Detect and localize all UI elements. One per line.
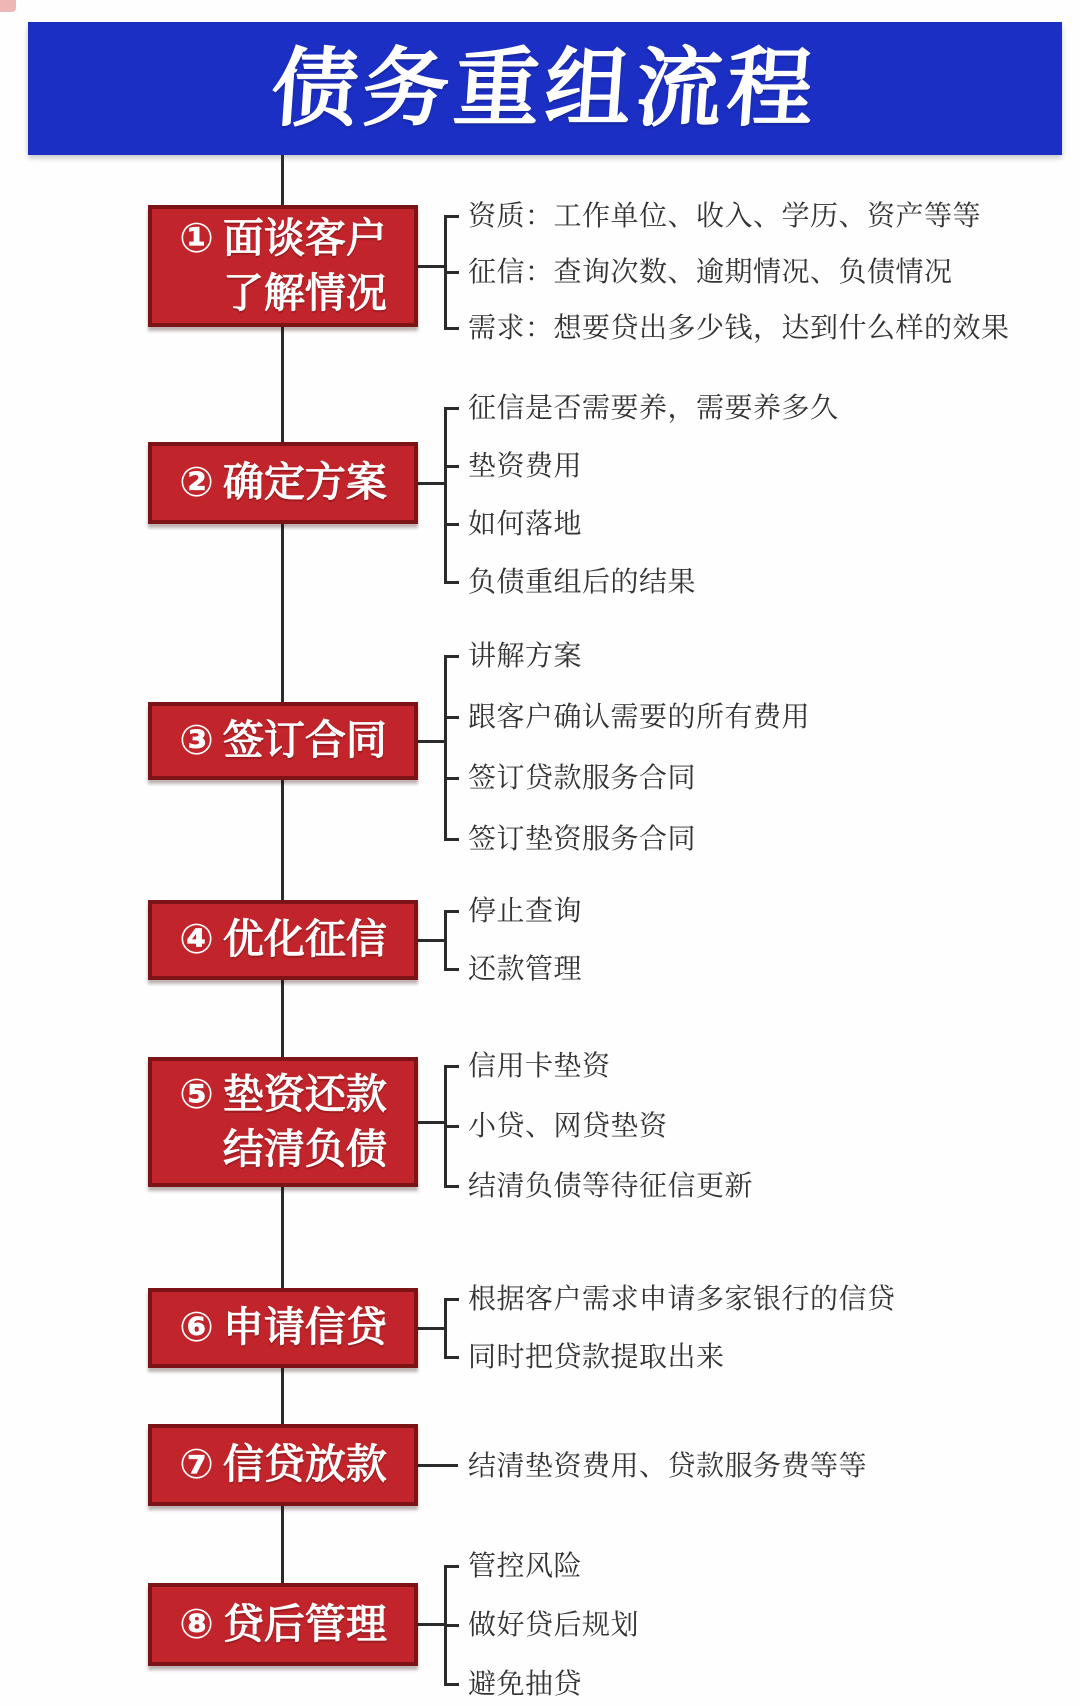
step-title-line: 垫资还款 bbox=[222, 1070, 387, 1117]
step-bracket-line bbox=[444, 910, 447, 971]
step-number: ⑦ bbox=[179, 1441, 214, 1488]
step-box-6 bbox=[148, 1288, 418, 1368]
step-number: ⑥ bbox=[179, 1304, 214, 1351]
step-box-content bbox=[179, 1437, 387, 1492]
step-box-2 bbox=[148, 442, 418, 524]
step-item-label: 避免抽贷 bbox=[468, 1667, 583, 1699]
step-item-label: 征信是否需要养，需要养多久 bbox=[468, 391, 839, 423]
step-bracket-line bbox=[444, 1298, 447, 1359]
step-title-line: 优化征信 bbox=[222, 916, 387, 963]
step-title bbox=[223, 455, 387, 510]
step-title-line: 了解情况 bbox=[222, 270, 387, 316]
step-box-content bbox=[179, 1300, 387, 1355]
step-connector-line bbox=[418, 265, 447, 268]
step-number: ① bbox=[179, 214, 214, 261]
step-box-3 bbox=[148, 702, 418, 780]
step-connector-line bbox=[418, 1327, 447, 1330]
step-connector-line bbox=[418, 1623, 447, 1626]
step-title-line: 贷后管理 bbox=[222, 1600, 387, 1647]
step-box-content bbox=[179, 1067, 387, 1178]
step-connector-line bbox=[418, 1464, 458, 1467]
step-box-5 bbox=[148, 1057, 418, 1187]
step-connector-line bbox=[418, 939, 447, 942]
step-box-7 bbox=[148, 1424, 418, 1506]
step-item-tick bbox=[444, 1185, 459, 1188]
step-item-label: 资质：工作单位、收入、学历、资产等等 bbox=[468, 199, 982, 231]
step-item-tick bbox=[444, 777, 459, 780]
step-item-tick bbox=[444, 465, 459, 468]
banner bbox=[28, 22, 1062, 155]
step-item-label: 跟客户确认需要的所有费用 bbox=[468, 700, 811, 732]
step-bracket-line bbox=[444, 655, 447, 841]
corner-artifact bbox=[0, 0, 16, 12]
step-item-label: 信用卡垫资 bbox=[468, 1049, 611, 1081]
step-item-label: 同时把贷款提取出来 bbox=[468, 1340, 725, 1372]
step-title bbox=[223, 211, 387, 322]
page-title: 债务重组流程 bbox=[268, 40, 822, 137]
step-item-label: 根据客户需求申请多家银行的信贷 bbox=[468, 1282, 896, 1314]
step-title-line: 面谈客户 bbox=[222, 214, 387, 261]
step-bracket-line bbox=[444, 407, 447, 584]
step-item-label: 负债重组后的结果 bbox=[468, 565, 697, 597]
step-item-tick bbox=[444, 716, 459, 719]
step-item-tick bbox=[444, 655, 459, 658]
step-item-tick bbox=[444, 1356, 459, 1359]
step-item-tick bbox=[444, 1624, 459, 1627]
step-item-label: 征信：查询次数、逾期情况、负债情况 bbox=[468, 255, 953, 287]
step-item-label: 管控风险 bbox=[468, 1549, 583, 1581]
step-item-label: 垫资费用 bbox=[468, 449, 583, 481]
step-number: ⑧ bbox=[179, 1600, 214, 1647]
step-item-tick bbox=[444, 407, 459, 410]
step-box-content bbox=[179, 912, 387, 967]
step-item-label: 如何落地 bbox=[468, 507, 583, 539]
step-item-tick bbox=[444, 327, 459, 330]
step-box-1 bbox=[148, 205, 418, 327]
step-item-label: 还款管理 bbox=[468, 952, 583, 984]
step-item-tick bbox=[444, 1065, 459, 1068]
step-item-tick bbox=[444, 1683, 459, 1686]
step-box-8 bbox=[148, 1583, 418, 1666]
step-title bbox=[223, 1300, 387, 1355]
step-title bbox=[223, 713, 387, 768]
step-title-line: 申请信贷 bbox=[222, 1304, 387, 1351]
step-item-tick bbox=[444, 838, 459, 841]
step-number: ⑤ bbox=[179, 1070, 214, 1117]
step-item-label: 讲解方案 bbox=[468, 639, 583, 671]
step-number: ④ bbox=[179, 916, 214, 963]
step-box-content bbox=[179, 211, 387, 322]
step-item-tick bbox=[444, 1298, 459, 1301]
step-title bbox=[223, 1437, 387, 1492]
step-title bbox=[223, 1597, 387, 1652]
step-item-label: 结清负债等待征信更新 bbox=[468, 1169, 754, 1201]
step-item-tick bbox=[444, 523, 459, 526]
step-box-content bbox=[179, 455, 387, 510]
step-box-content bbox=[179, 1597, 387, 1652]
step-connector-line bbox=[418, 740, 447, 743]
step-item-label: 小贷、网贷垫资 bbox=[468, 1109, 668, 1141]
step-title-line: 结清负债 bbox=[222, 1126, 387, 1172]
step-item-tick bbox=[444, 910, 459, 913]
step-title bbox=[223, 1067, 387, 1178]
step-number: ② bbox=[179, 459, 214, 506]
step-item-tick bbox=[444, 968, 459, 971]
step-number: ③ bbox=[179, 717, 214, 764]
flow-spine-line bbox=[281, 155, 284, 1624]
step-item-label: 结清垫资费用、贷款服务费等等 bbox=[468, 1449, 868, 1481]
step-item-tick bbox=[444, 581, 459, 584]
step-title-line: 确定方案 bbox=[222, 459, 387, 506]
step-item-label: 停止查询 bbox=[468, 894, 583, 926]
step-box-4 bbox=[148, 900, 418, 980]
step-item-tick bbox=[444, 271, 459, 274]
step-title-line: 签订合同 bbox=[222, 717, 387, 764]
step-title-line: 信贷放款 bbox=[222, 1441, 387, 1488]
step-connector-line bbox=[418, 1121, 447, 1124]
step-item-tick bbox=[444, 1565, 459, 1568]
step-item-label: 签订垫资服务合同 bbox=[468, 822, 697, 854]
step-item-label: 做好贷后规划 bbox=[468, 1608, 640, 1640]
step-title bbox=[223, 912, 387, 967]
step-item-label: 需求：想要贷出多少钱，达到什么样的效果 bbox=[468, 311, 1010, 343]
step-item-tick bbox=[444, 215, 459, 218]
step-connector-line bbox=[418, 482, 447, 485]
step-item-tick bbox=[444, 1125, 459, 1128]
step-box-content bbox=[179, 713, 387, 768]
step-item-label: 签订贷款服务合同 bbox=[468, 761, 697, 793]
